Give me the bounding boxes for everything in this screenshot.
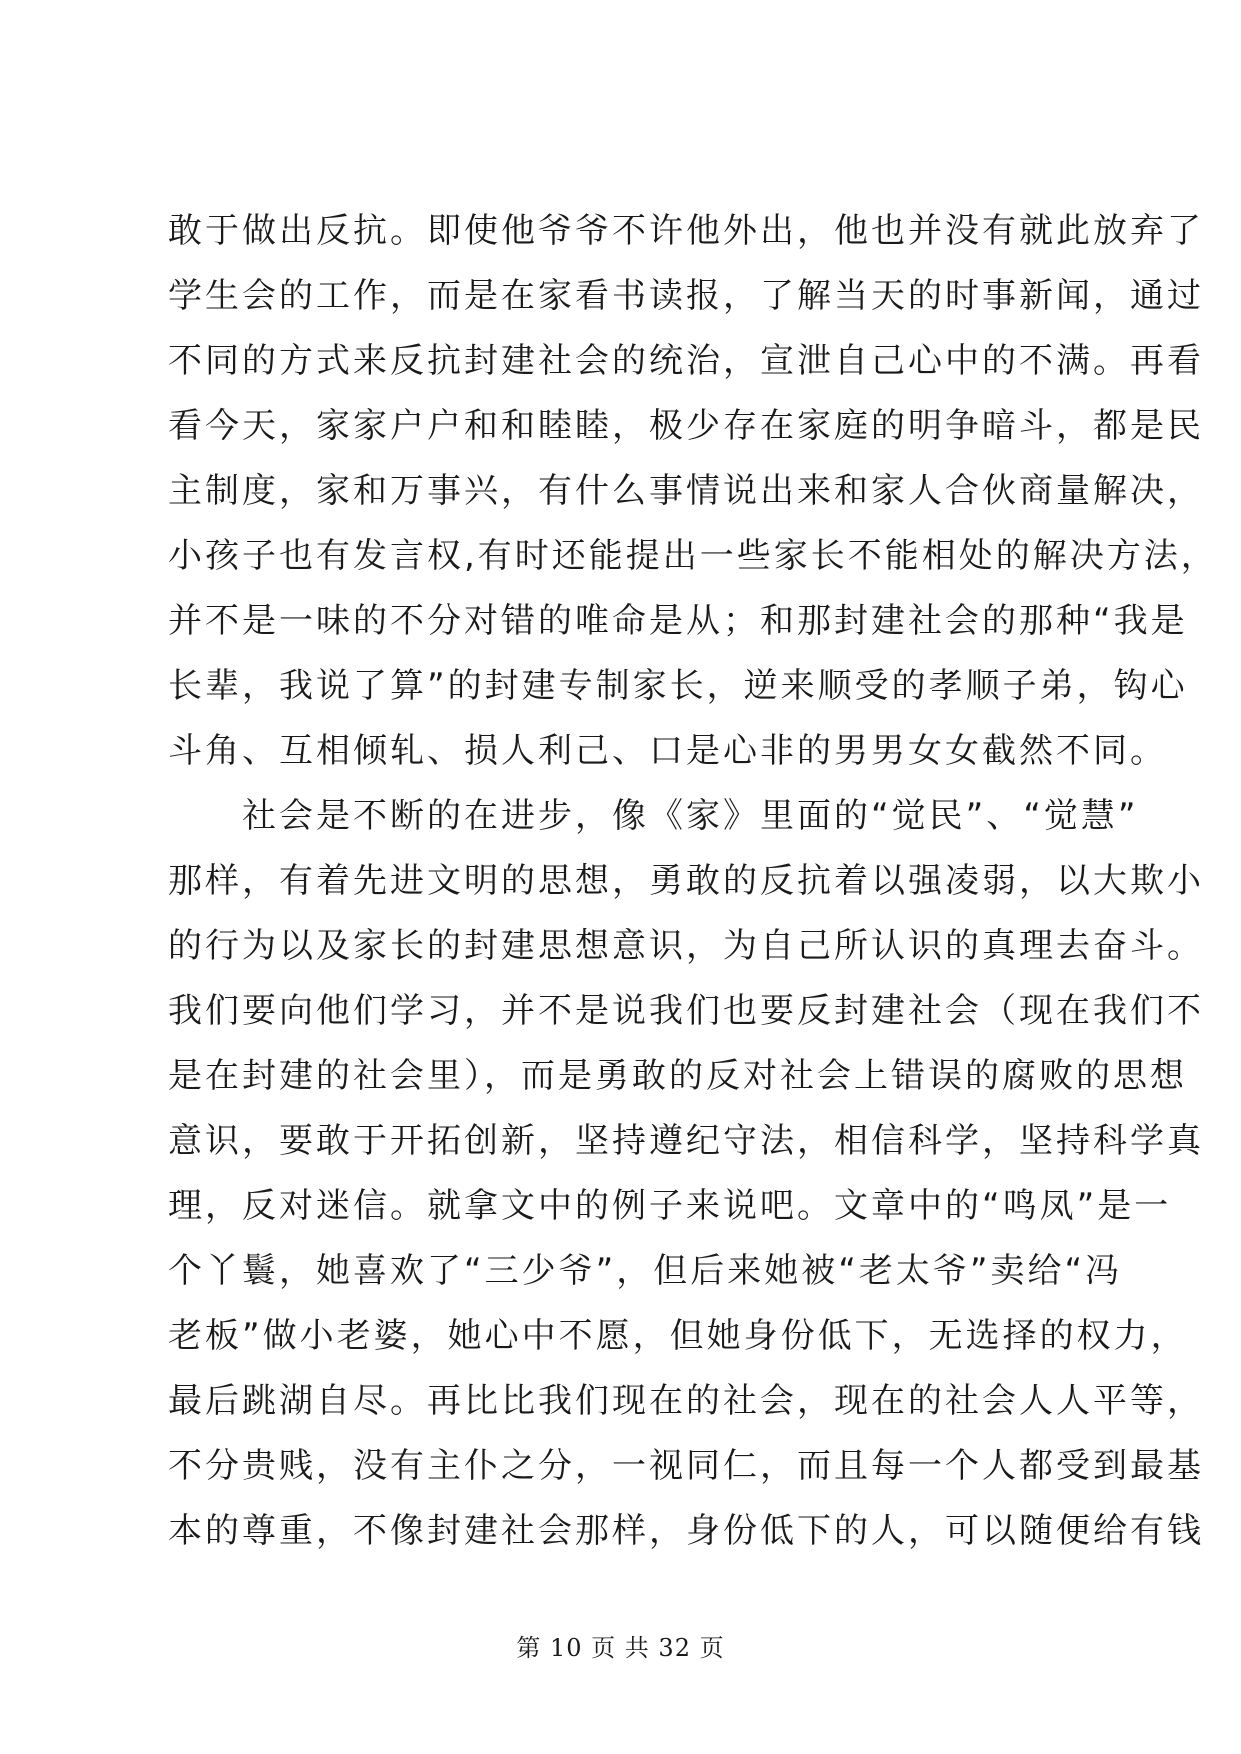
text-line: 主制度，家和万事兴，有什么事情说出来和家人合伙商量解决， (168, 471, 1204, 511)
text-line: 我们要向他们学习，并不是说我们也要反封建社会（现在我们不 (168, 991, 1204, 1031)
text-line: 斗角、互相倾轧、损人利己、口是心非的男男女女截然不同。 (168, 731, 1167, 771)
text-line: 理，反对迷信。就拿文中的例子来说吧。文章中的“鸣凤”是一 (168, 1186, 1172, 1226)
page-number-footer: 第 10 页 共 32 页 (516, 1634, 725, 1662)
text-line: 最后跳湖自尽。再比比我们现在的社会，现在的社会人人平等， (168, 1381, 1204, 1421)
text-line: 敢于做出反抗。即使他爷爷不许他外出，他也并没有就此放弃了 (168, 211, 1204, 251)
text-line: 本的尊重，不像封建社会那样，身份低下的人，可以随便给有钱 (168, 1511, 1204, 1551)
text-line: 老板”做小老婆，她心中不愿，但她身份低下，无选择的权力， (168, 1316, 1188, 1356)
text-line: 的行为以及家长的封建思想意识，为自己所认识的真理去奋斗。 (168, 926, 1204, 966)
text-line: 是在封建的社会里），而是勇敢的反对社会上错误的腐败的思想 (168, 1056, 1187, 1096)
text-line: 学生会的工作，而是在家看书读报，了解当天的时事新闻，通过 (168, 276, 1204, 316)
text-line: 并不是一味的不分对错的唯命是从；和那封建社会的那种“我是 (168, 601, 1188, 641)
text-line: 小孩子也有发言权,有时还能提出一些家长不能相处的解决方法， (168, 536, 1218, 576)
text-line: 长辈，我说了算”的封建专制家长，逆来顺受的孝顺子弟，钩心 (168, 666, 1188, 706)
text-line: 不同的方式来反抗封建社会的统治，宣泄自己心中的不满。再看 (168, 341, 1204, 381)
text-line: 不分贵贱，没有主仆之分，一视同仁，而且每一个人都受到最基 (168, 1446, 1204, 1486)
text-line: 个丫鬟，她喜欢了“三少爷”，但后来她被“老太爷”卖给“冯 (168, 1251, 1123, 1291)
text-line: 那样，有着先进文明的思想，勇敢的反抗着以强凌弱，以大欺小 (168, 861, 1204, 901)
paragraph-start-line: 社会是不断的在进步，像《家》里面的“觉民”、“觉慧” (168, 796, 1139, 836)
text-line: 意识，要敢于开拓创新，坚持遵纪守法，相信科学，坚持科学真 (168, 1121, 1204, 1161)
text-line: 看今天，家家户户和和睦睦，极少存在家庭的明争暗斗，都是民 (168, 406, 1204, 446)
body-text (168, 199, 1218, 1564)
